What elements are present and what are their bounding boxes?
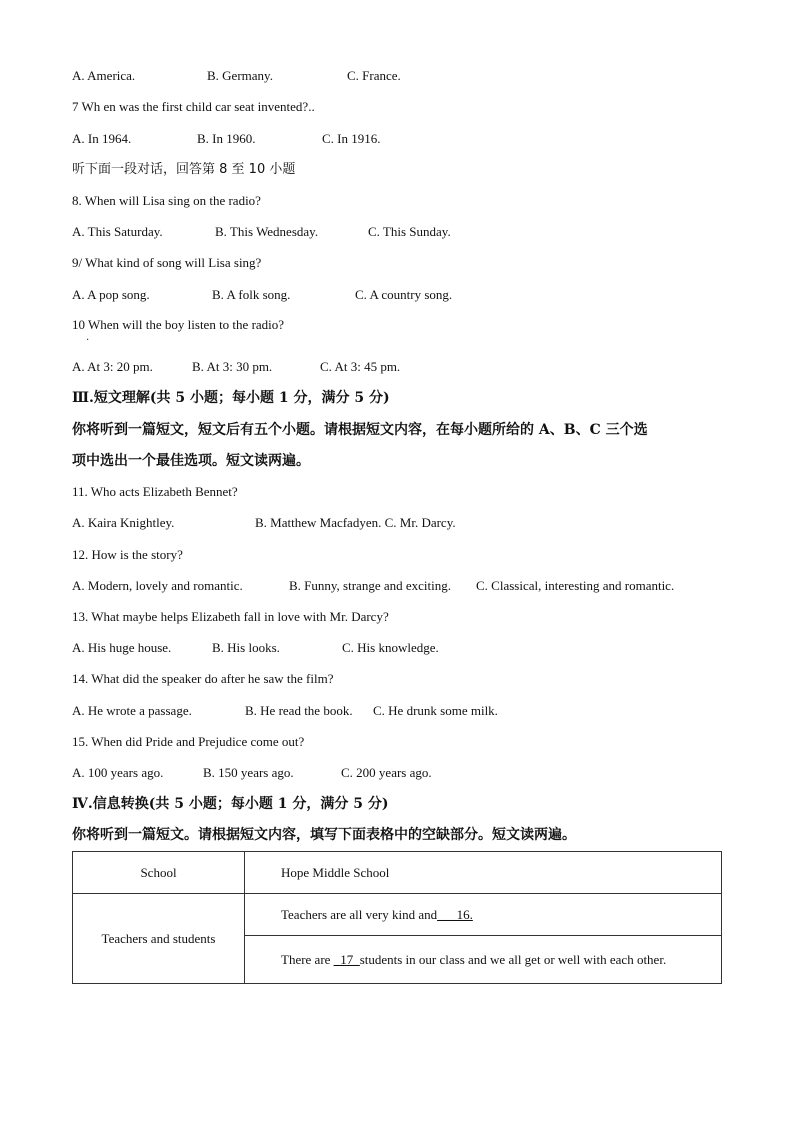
- q6-option-c: C. France.: [347, 68, 401, 83]
- info-table: [72, 851, 722, 984]
- q14-options: [72, 703, 498, 719]
- q15-question: 15. When did Pride and Prejudice come out?: [72, 734, 305, 749]
- q13-question: 13. What maybe helps Elizabeth fall in love with Mr. Darcy?: [72, 609, 389, 624]
- blank-17: _17_: [333, 951, 360, 967]
- q7-option-a: A. In 1964.: [72, 131, 132, 146]
- q14-option-b: B. He read the book.: [245, 703, 353, 718]
- q10-options: [72, 359, 400, 375]
- dialog-instruction: 听下面一段对话，回答第 8 至 10 小题: [72, 162, 296, 177]
- row2-line1-text: Teachers are all very kind and: [281, 906, 438, 922]
- q13-option-c: C. His knowledge.: [342, 640, 439, 655]
- row2-line2-pre: There are: [281, 951, 334, 967]
- q6-option-a: A. America.: [72, 68, 136, 83]
- q12-question: 12. How is the story?: [72, 547, 183, 562]
- section3-instruction-line2: 项中选出一个最佳选项。短文读两遍。: [72, 453, 310, 469]
- q12-option-b: B. Funny, strange and exciting.: [289, 578, 451, 593]
- q11-option-a: A. Kaira Knightley.: [72, 515, 175, 530]
- q8-question: 8. When will Lisa sing on the radio?: [72, 193, 261, 208]
- section4-heading: Ⅳ.信息转换(共 5 小题；每小题 1 分，满分 5 分): [72, 796, 389, 812]
- row2-line1-cell: [245, 894, 722, 936]
- q15-option-c: C. 200 years ago.: [341, 765, 432, 780]
- q12-options: [72, 578, 674, 594]
- q11-question: 11. Who acts Elizabeth Bennet?: [72, 484, 238, 499]
- q8-option-c: C. This Sunday.: [368, 224, 451, 239]
- q9-option-b: B. A folk song.: [212, 287, 291, 302]
- q8-option-a: A. This Saturday.: [72, 224, 163, 239]
- q7-options: [72, 131, 381, 147]
- q8-option-b: B. This Wednesday.: [215, 224, 319, 239]
- q12-option-c: C. Classical, interesting and romantic.: [476, 578, 675, 593]
- q12-option-a: A. Modern, lovely and romantic.: [72, 578, 243, 593]
- q9-option-c: C. A country song.: [355, 287, 453, 302]
- row1-value-cell: Hope Middle School: [245, 852, 722, 894]
- q9-options: [72, 287, 452, 303]
- blank-16: ___16.: [437, 906, 473, 922]
- q6-options: [72, 68, 401, 84]
- q14-option-c: C. He drunk some milk.: [373, 703, 498, 718]
- row2-line2-post: students in our class and we all get or well with each other.: [359, 951, 667, 967]
- q13-option-a: A. His huge house.: [72, 640, 172, 655]
- section3-heading: Ⅲ.短文理解(共 5 小题；每小题 1 分，满分 5 分): [72, 390, 390, 406]
- q7-option-c: C. In 1916.: [322, 131, 381, 146]
- q11-options: [72, 515, 456, 531]
- section4-instruction: 你将听到一篇短文。请根据短文内容，填写下面表格中的空缺部分。短文读两遍。: [72, 827, 576, 843]
- q14-option-a: A. He wrote a passage.: [72, 703, 192, 718]
- table-row: [73, 852, 722, 894]
- q13-option-b: B. His looks.: [212, 640, 280, 655]
- q15-options: [72, 765, 432, 781]
- q6-option-b: B. Germany.: [207, 68, 273, 83]
- q13-options: [72, 640, 439, 656]
- stray-mark: ·: [86, 335, 90, 346]
- q10-question: 10 When will the boy listen to the radio?: [72, 317, 285, 332]
- row2-line2-cell: [245, 936, 722, 984]
- q11-option-bc: B. Matthew Macfadyen. C. Mr. Darcy.: [255, 515, 456, 530]
- q7-question: 7 Wh en was the first child car seat invented?..: [72, 99, 315, 114]
- q9-question: 9/ What kind of song will Lisa sing?: [72, 255, 262, 270]
- q8-options: [72, 224, 451, 240]
- table-row: [73, 894, 722, 936]
- row1-label-cell: School: [73, 852, 245, 894]
- section3-instruction-line1: 你将听到一篇短文，短文后有五个小题。请根据短文内容，在每小题所给的 A、B、C 三个选: [72, 422, 648, 438]
- q7-option-b: B. In 1960.: [197, 131, 256, 146]
- q15-option-a: A. 100 years ago.: [72, 765, 164, 780]
- q9-option-a: A. A pop song.: [72, 287, 150, 302]
- q10-option-b: B. At 3: 30 pm.: [192, 359, 273, 374]
- row2-label-cell: Teachers and students: [73, 894, 245, 984]
- q10-option-a: A. At 3: 20 pm.: [72, 359, 153, 374]
- q14-question: 14. What did the speaker do after he saw the film?: [72, 671, 334, 686]
- q15-option-b: B. 150 years ago.: [203, 765, 294, 780]
- q10-option-c: C. At 3: 45 pm.: [320, 359, 401, 374]
